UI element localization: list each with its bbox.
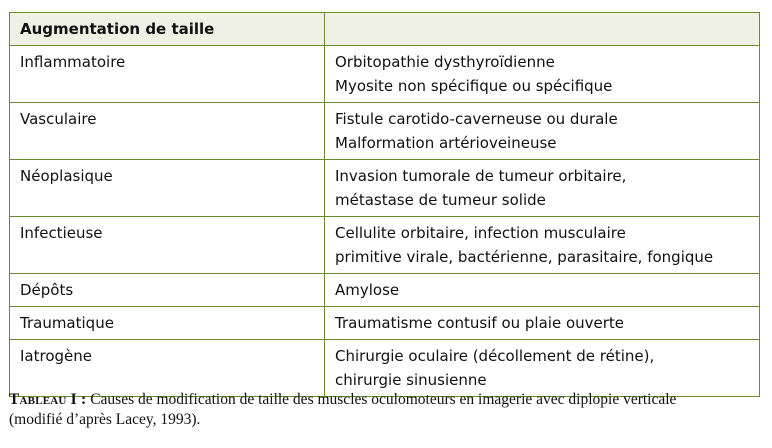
table-row	[10, 160, 760, 217]
example-line: Orbitopathie dysthyroïdienne	[335, 53, 555, 71]
example-line: Traumatisme contusif ou plaie ouverte	[335, 314, 625, 332]
example-line: Invasion tumorale de tumeur orbitaire,	[335, 167, 627, 185]
cause-cell: Néoplasique	[10, 160, 325, 217]
table-row	[10, 274, 760, 307]
header-cell-empty	[325, 13, 760, 46]
examples-cell	[325, 217, 760, 274]
example-line: métastase de tumeur solide	[335, 191, 546, 209]
causes-table	[9, 12, 760, 397]
cause-cell: Traumatique	[10, 307, 325, 340]
examples-cell	[325, 307, 760, 340]
cause-cell: Iatrogène	[10, 340, 325, 397]
examples-cell	[325, 160, 760, 217]
example-line: Amylose	[335, 281, 400, 299]
caption-text-line1: Causes de modification de taille des muscles oculomoteurs en imagerie avec diplopie verticale	[86, 391, 677, 408]
examples-cell	[325, 46, 760, 103]
example-line: Malformation artérioveineuse	[335, 134, 557, 152]
example-line: Chirurgie oculaire (décollement de rétine),	[335, 347, 655, 365]
cause-cell: Inflammatoire	[10, 46, 325, 103]
examples-cell	[325, 103, 760, 160]
cause-cell: Vasculaire	[10, 103, 325, 160]
table-row	[10, 307, 760, 340]
table-header-row	[10, 13, 760, 46]
table-row	[10, 46, 760, 103]
table-row	[10, 340, 760, 397]
examples-cell	[325, 340, 760, 397]
example-line: Myosite non spécifique ou spécifique	[335, 77, 613, 95]
table-caption	[9, 390, 769, 430]
table-row	[10, 217, 760, 274]
example-line: Cellulite orbitaire, infection musculaire	[335, 224, 626, 242]
examples-cell	[325, 274, 760, 307]
caption-text-line2: (modifié d’après Lacey, 1993).	[9, 411, 201, 428]
cause-cell: Infectieuse	[10, 217, 325, 274]
caption-label: Tableau I :	[9, 391, 87, 408]
example-line: Fistule carotido-caverneuse ou durale	[335, 110, 618, 128]
cause-cell: Dépôts	[10, 274, 325, 307]
table-row	[10, 103, 760, 160]
header-cell-cause: Augmentation de taille	[10, 13, 325, 46]
example-line: chirurgie sinusienne	[335, 371, 487, 389]
example-line: primitive virale, bactérienne, parasitaire, fongique	[335, 248, 714, 266]
